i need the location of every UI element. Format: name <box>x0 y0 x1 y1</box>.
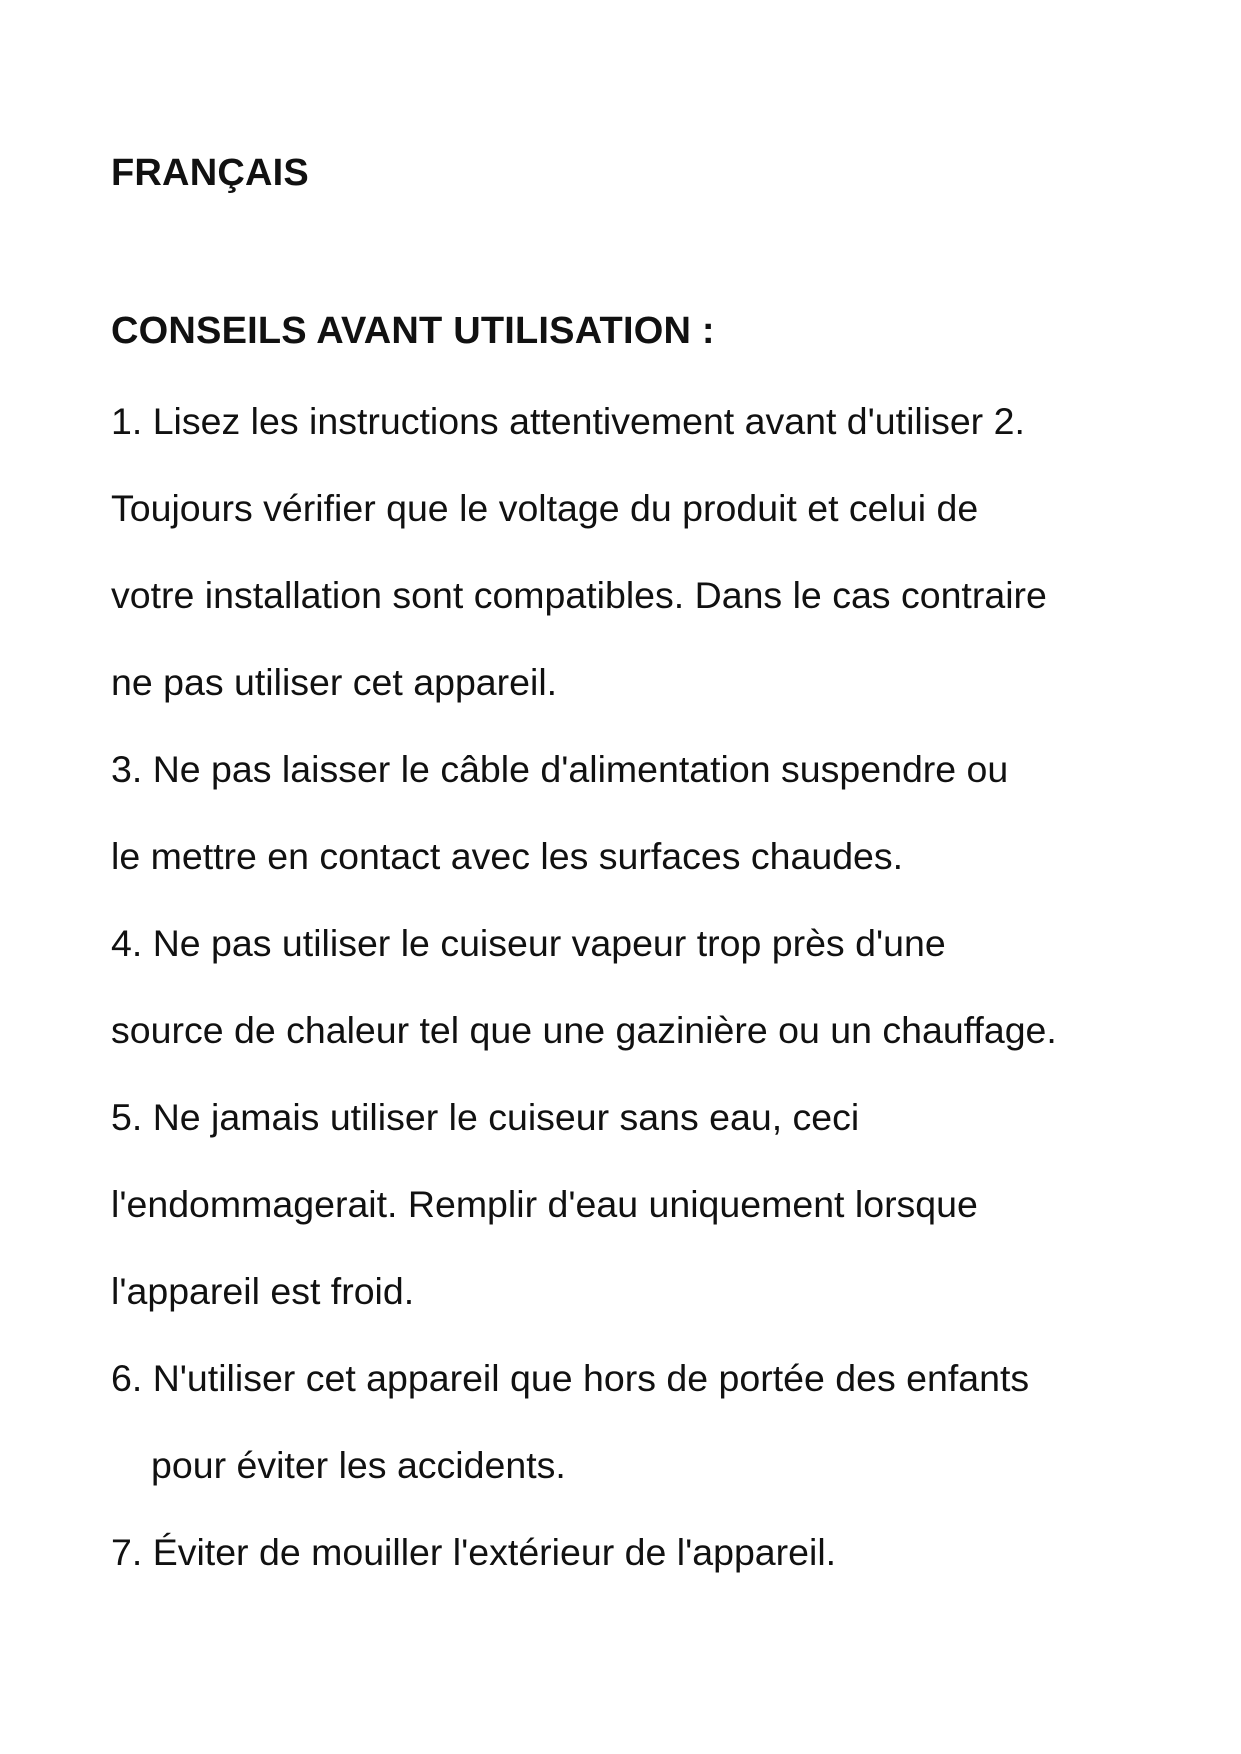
instruction-line: ne pas utiliser cet appareil. <box>111 661 558 703</box>
instruction-line: 7. Éviter de mouiller l'extérieur de l'appareil. <box>111 1531 837 1573</box>
instruction-line: pour éviter les accidents. <box>151 1444 566 1486</box>
instruction-line: Toujours vérifier que le voltage du produit et celui de <box>111 487 979 529</box>
instruction-line: l'endommagerait. Remplir d'eau uniquement lorsque <box>111 1183 978 1225</box>
instruction-line: 1. Lisez les instructions attentivement avant d'utiliser 2. <box>111 400 1025 442</box>
instruction-line: le mettre en contact avec les surfaces chaudes. <box>111 835 904 877</box>
section-heading: CONSEILS AVANT UTILISATION : <box>111 310 715 352</box>
instruction-line: votre installation sont compatibles. Dans le cas contraire <box>111 574 1047 616</box>
instruction-line: 6. N'utiliser cet appareil que hors de portée des enfants <box>111 1357 1030 1399</box>
instruction-line: l'appareil est froid. <box>111 1270 415 1312</box>
instruction-line: source de chaleur tel que une gazinière ou un chauffage. <box>111 1009 1057 1051</box>
instructions-list <box>111 395 1131 1613</box>
instruction-line: 4. Ne pas utiliser le cuiseur vapeur trop près d'une <box>111 922 946 964</box>
instruction-line: 5. Ne jamais utiliser le cuiseur sans eau, ceci <box>111 1096 860 1138</box>
language-heading: FRANÇAIS <box>111 152 309 194</box>
instruction-line: 3. Ne pas laisser le câble d'alimentation suspendre ou <box>111 748 1009 790</box>
